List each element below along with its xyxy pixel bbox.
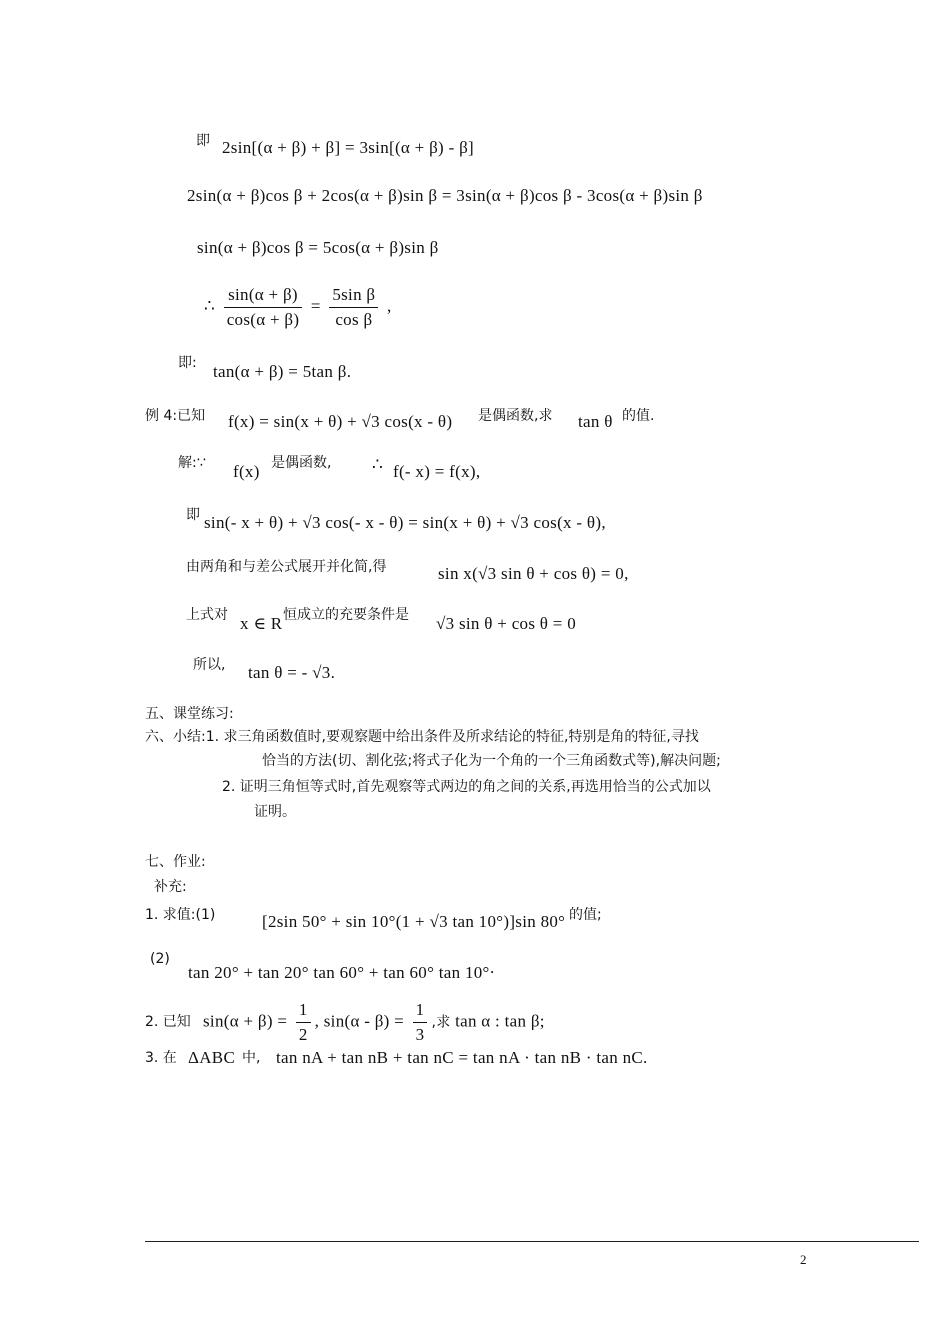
homework-1b-expression: tan 20° + tan 20° tan 60° + tan 60° tan 10° [188, 963, 490, 982]
supplement-label: 补充: [154, 879, 187, 895]
line8-label: 即 [186, 507, 200, 523]
homework-3-identity-tail: . [643, 1048, 648, 1067]
example4-text: 是偶函数,求 [478, 408, 553, 424]
section-6-continuation: 恰当的方法(切、割化弦;将式子化为一个角的一个三角函数式等),解决问题; [262, 753, 721, 769]
homework-1-expression: [2sin 50° + sin 10°(1 + √3 tan 10°)]sin 80° [262, 912, 566, 931]
therefore-symbol: ∴ [204, 296, 216, 316]
homework-2-conditions [203, 1000, 545, 1045]
example4-label: 例 4:已知 [145, 408, 206, 424]
section-6-heading: 六、小结:1. 求三角函数值时,要观察题中给出条件及所求结论的特征,特别是角的特征,寻找 [145, 729, 699, 745]
fraction-left [224, 285, 303, 330]
equation-2: 2sin(α + β)cos β + 2cos(α + β)sin β = 3sin(α + β)cos β - 3cos(α + β)sin β [187, 186, 703, 205]
equation-9-body: sin x(√3 sin θ + cos θ) = 0 [438, 564, 625, 583]
section-6-point2-continuation: 证明。 [254, 804, 296, 820]
equation-8-body: sin(- x + θ) + √3 cos(- x - θ) = sin(x + θ) + √3 cos(x - θ) [204, 513, 602, 532]
line10-text2: 恒成立的充要条件是 [283, 607, 409, 623]
fraction-right [329, 285, 378, 330]
line11-text: 所以, [193, 657, 226, 673]
line10-text: 上式对 [186, 607, 228, 623]
equals-sign: = [310, 296, 321, 316]
equation-8 [204, 513, 606, 533]
equation-11 [248, 663, 335, 683]
homework-2-half-denominator: 2 [298, 1025, 308, 1044]
homework-2-third-numerator: 1 [413, 1000, 428, 1023]
trailing-comma: , [386, 296, 392, 316]
equation-11-body: tan θ = - √3 [248, 663, 331, 682]
footer-rule [145, 1241, 919, 1242]
solution-therefore: ∴ [372, 455, 384, 474]
fraction-right-numerator: 5sin β [329, 285, 378, 308]
homework-2-half-numerator: 1 [296, 1000, 311, 1023]
homework-2-sin-sum: sin(α + β) = [203, 1011, 288, 1031]
equation-9 [438, 564, 629, 584]
homework-3-triangle: ΔABC [188, 1048, 236, 1067]
solution-label: 解:∵ [178, 455, 206, 471]
section-5-heading: 五、课堂练习: [145, 706, 234, 722]
homework-1-label: 1. 求值:(1) [145, 907, 216, 923]
equation-8-tail: , [601, 513, 606, 532]
line5-label: 即: [178, 355, 197, 371]
homework-2-fraction-half [296, 1000, 311, 1045]
equation-10: √3 sin θ + cos θ = 0 [436, 614, 577, 633]
homework-3-identity-body: tan nA + tan nB + tan nC = tan nA · tan nB · tan nC [276, 1048, 644, 1067]
homework-3-identity [276, 1048, 648, 1068]
homework-3-text: 中, [242, 1050, 261, 1066]
fraction-right-denominator: cos β [335, 310, 373, 329]
example4-function: f(x) = sin(x + θ) + √3 cos(x - θ) [228, 412, 453, 431]
line1-label: 即 [196, 133, 210, 149]
solution-fx: f(x) [233, 462, 260, 481]
solution-even-eq-body: f(- x) = f(x) [393, 462, 476, 481]
line10-domain: x ∈ R [240, 614, 283, 633]
homework-2-third-denominator: 3 [415, 1025, 425, 1044]
section-6-point2: 2. 证明三角恒等式时,首先观察等式两边的角之间的关系,再选用恰当的公式加以 [222, 779, 711, 795]
fraction-left-numerator: sin(α + β) [224, 285, 303, 308]
equation-11-tail: . [330, 663, 336, 682]
homework-1b-label: (2) [150, 951, 170, 967]
homework-2-ask: ,求 [431, 1014, 451, 1031]
equation-5 [213, 362, 351, 382]
example4-target: tan θ [578, 412, 613, 431]
homework-3-label: 3. 在 [145, 1050, 177, 1066]
section-7-heading: 七、作业: [145, 854, 206, 870]
line9-text: 由两角和与差公式展开并化简,得 [186, 559, 387, 575]
equation-3: sin(α + β)cos β = 5cos(α + β)sin β [197, 238, 439, 257]
solution-even-eq [393, 462, 480, 482]
equation-1: 2sin[(α + β) + β] = 3sin[(α + β) - β] [222, 138, 474, 157]
homework-2-target: tan α : tan β [455, 1011, 540, 1031]
equation-9-tail: , [624, 564, 629, 583]
homework-2-sin-diff: sin(α - β) = [323, 1011, 405, 1031]
page-number: 2 [800, 1252, 807, 1267]
fraction-left-denominator: cos(α + β) [226, 310, 300, 329]
equation-5-body: tan(α + β) = 5tan β [213, 362, 347, 381]
solution-text: 是偶函数, [271, 455, 332, 471]
homework-2-tail: ; [539, 1011, 545, 1031]
equation-4 [204, 285, 392, 330]
homework-2-fraction-third [413, 1000, 428, 1045]
homework-1b-tail: . [490, 958, 495, 977]
homework-1-tail: 的值; [569, 907, 602, 923]
equation-5-tail: . [346, 362, 352, 381]
homework-2-label: 2. 已知 [145, 1014, 191, 1030]
solution-even-eq-tail: , [475, 462, 481, 481]
homework-2-separator: , [314, 1011, 320, 1031]
example4-tail: 的值. [622, 408, 655, 424]
